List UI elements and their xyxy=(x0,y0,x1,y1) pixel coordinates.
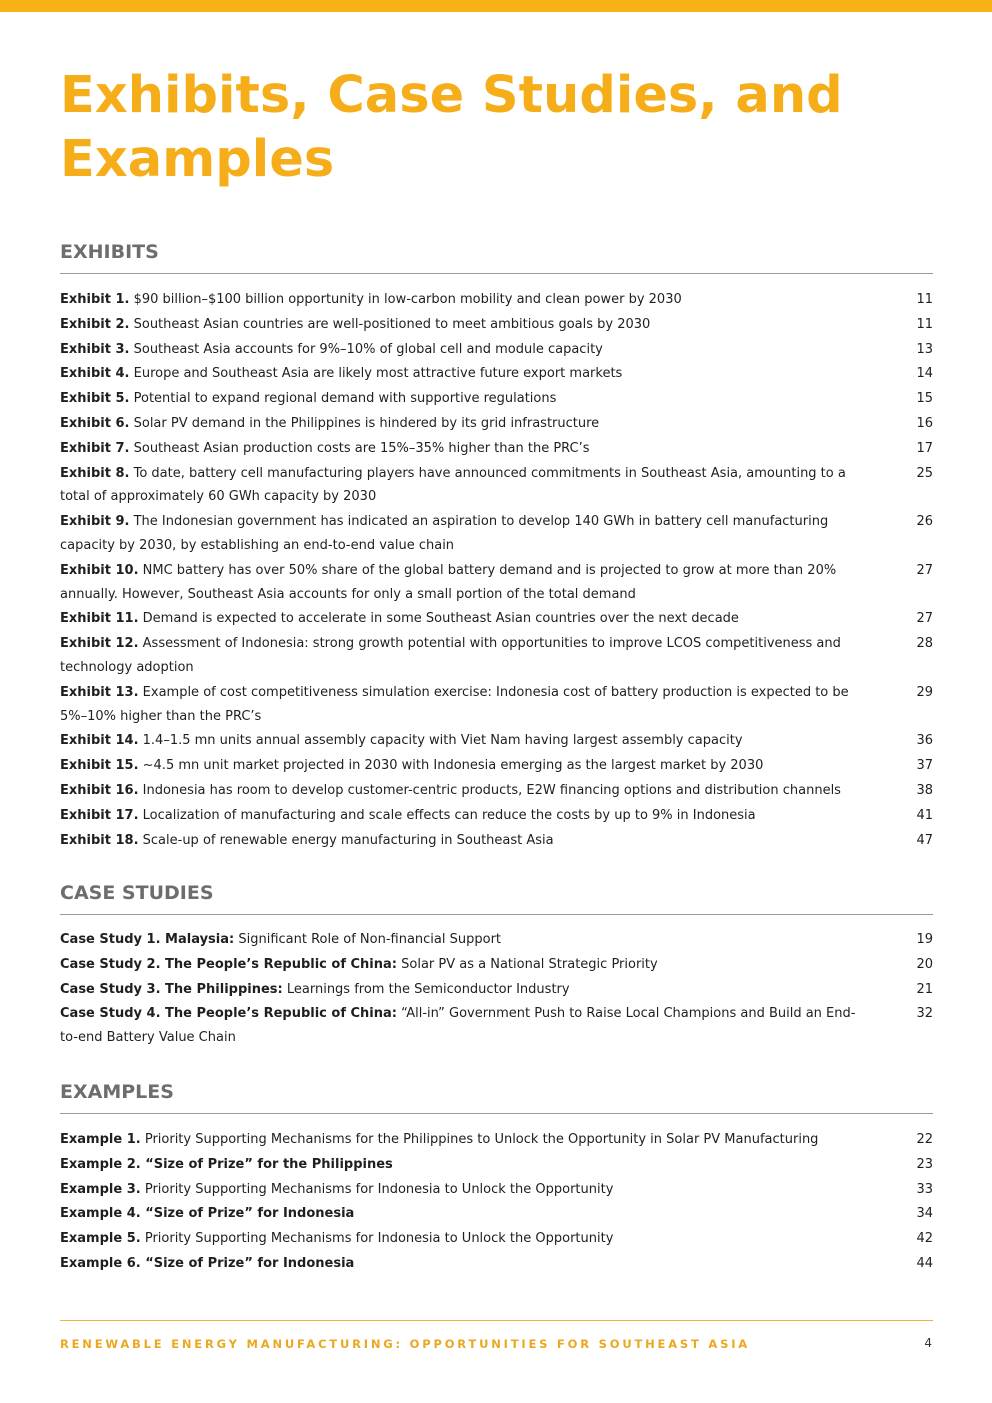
toc-entry[interactable] xyxy=(60,1128,933,1152)
entry-text xyxy=(60,779,933,803)
entry-text xyxy=(60,1178,933,1202)
entry-text xyxy=(60,804,933,828)
entry-description: “All-in” Government Push to Raise Local Champions and Build an End-to-end Battery Value Chain xyxy=(60,1006,856,1046)
entry-page-number: 28 xyxy=(916,636,933,652)
entry-description: Learnings from the Semiconductor Industry xyxy=(286,981,570,997)
entry-page-number: 44 xyxy=(916,1255,933,1271)
examples-heading: EXAMPLES xyxy=(60,1080,933,1114)
entry-label: Exhibit 14. xyxy=(60,733,139,749)
entry-label: Example 3. xyxy=(60,1181,141,1197)
entry-page-number: 13 xyxy=(916,341,933,357)
footer-title: RENEWABLE ENERGY MANUFACTURING: OPPORTUNITIES FOR SOUTHEAST ASIA xyxy=(60,1337,750,1351)
entry-text xyxy=(60,437,933,461)
toc-entry[interactable] xyxy=(60,779,933,803)
toc-entry[interactable] xyxy=(60,437,933,461)
case-studies-section xyxy=(60,881,933,1051)
entry-description: Southeast Asian countries are well-positioned to meet ambitious goals by 2030 xyxy=(133,316,651,332)
entry-page-number: 16 xyxy=(916,415,933,431)
entry-label: Exhibit 15. xyxy=(60,758,139,774)
page-title: Exhibits, Case Studies, and Examples xyxy=(60,66,843,189)
toc-entry[interactable] xyxy=(60,288,933,312)
entry-label: Exhibit 4. xyxy=(60,366,130,382)
entry-text xyxy=(60,632,933,680)
entry-text xyxy=(60,1227,933,1251)
entry-text xyxy=(60,754,933,778)
entry-description: Europe and Southeast Asia are likely most attractive future export markets xyxy=(133,366,623,382)
entry-page-number: 42 xyxy=(916,1231,933,1247)
entry-page-number: 32 xyxy=(916,1006,933,1022)
entry-label: Exhibit 8. xyxy=(60,465,130,481)
entry-label: Example 4. “Size of Prize” for Indonesia xyxy=(60,1206,355,1222)
toc-entry[interactable] xyxy=(60,928,933,952)
entry-page-number: 21 xyxy=(916,981,933,997)
entry-description: Southeast Asia accounts for 9%–10% of global cell and module capacity xyxy=(133,341,603,357)
entry-label: Example 1. xyxy=(60,1132,141,1147)
entry-description: Localization of manufacturing and scale effects can reduce the costs by up to 9% in Indonesia xyxy=(142,807,756,823)
entry-description: Southeast Asian production costs are 15%–35% higher than the PRC’s xyxy=(133,440,590,456)
entry-description: The Indonesian government has indicated an aspiration to develop 140 GWh in battery cell manufacturing capacity by 2030, by establishing an end-to-end value chain xyxy=(60,514,829,553)
toc-entry[interactable] xyxy=(60,754,933,778)
entry-page-number: 14 xyxy=(916,366,933,382)
case-studies-heading: CASE STUDIES xyxy=(60,881,933,915)
entry-text xyxy=(60,288,933,312)
toc-entry[interactable] xyxy=(60,829,933,853)
toc-entry[interactable] xyxy=(60,412,933,436)
entry-text xyxy=(60,953,933,977)
entry-description: Assessment of Indonesia: strong growth potential with opportunities to improve LCOS competitiveness and technology adoption xyxy=(60,636,841,675)
entry-page-number: 15 xyxy=(916,391,933,407)
entry-label: Exhibit 18. xyxy=(60,832,139,848)
entry-label: Exhibit 7. xyxy=(60,440,130,456)
toc-entry[interactable] xyxy=(60,1252,933,1276)
footer-page-number: 4 xyxy=(924,1336,932,1350)
entry-text xyxy=(60,387,933,411)
entry-label: Case Study 4. The People’s Republic of China: xyxy=(60,1006,397,1022)
entry-description: Significant Role of Non-financial Support xyxy=(238,932,502,947)
footer-divider xyxy=(60,1320,933,1321)
entry-page-number: 11 xyxy=(916,292,933,307)
entry-text xyxy=(60,559,933,607)
toc-entry[interactable] xyxy=(60,607,933,631)
entry-label: Case Study 2. The People’s Republic of China: xyxy=(60,956,397,972)
entry-page-number: 17 xyxy=(916,440,933,456)
entry-text xyxy=(60,1002,933,1050)
entry-label: Exhibit 5. xyxy=(60,391,130,407)
exhibits-list xyxy=(60,288,933,852)
exhibits-heading: EXHIBITS xyxy=(60,240,933,274)
entry-label: Exhibit 1. xyxy=(60,292,130,307)
entry-page-number: 37 xyxy=(916,758,933,774)
entry-description: Solar PV as a National Strategic Priority xyxy=(401,956,658,972)
entry-description: Solar PV demand in the Philippines is hindered by its grid infrastructure xyxy=(133,415,600,431)
toc-entry[interactable] xyxy=(60,632,933,680)
entry-label: Exhibit 17. xyxy=(60,807,139,823)
toc-entry[interactable] xyxy=(60,729,933,753)
entry-description: Priority Supporting Mechanisms for Indonesia to Unlock the Opportunity xyxy=(144,1181,614,1197)
entry-label: Exhibit 2. xyxy=(60,316,130,332)
entry-page-number: 11 xyxy=(916,316,933,332)
entry-page-number: 29 xyxy=(916,684,933,700)
entry-text xyxy=(60,729,933,753)
examples-section xyxy=(60,1080,933,1277)
entry-description: $90 billion–$100 billion opportunity in low-carbon mobility and clean power by 2030 xyxy=(133,292,682,307)
toc-entry[interactable] xyxy=(60,510,933,558)
entry-page-number: 22 xyxy=(916,1132,933,1147)
entry-label: Exhibit 6. xyxy=(60,415,130,431)
entry-page-number: 36 xyxy=(916,733,933,749)
entry-label: Case Study 3. The Philippines: xyxy=(60,981,283,997)
entry-description: Potential to expand regional demand with supportive regulations xyxy=(133,391,557,407)
entry-description: Priority Supporting Mechanisms for Indonesia to Unlock the Opportunity xyxy=(144,1231,614,1247)
entry-label: Case Study 1. Malaysia: xyxy=(60,932,235,947)
entry-page-number: 27 xyxy=(916,562,933,578)
entry-page-number: 20 xyxy=(916,956,933,972)
entry-label: Exhibit 9. xyxy=(60,514,130,530)
entry-label: Exhibit 10. xyxy=(60,562,139,578)
entry-page-number: 41 xyxy=(916,807,933,823)
toc-entry[interactable] xyxy=(60,978,933,1002)
entry-page-number: 38 xyxy=(916,782,933,798)
toc-entry[interactable] xyxy=(60,953,933,977)
toc-entry[interactable] xyxy=(60,1153,933,1177)
toc-entry[interactable] xyxy=(60,338,933,362)
examples-list xyxy=(60,1128,933,1276)
toc-entry[interactable] xyxy=(60,1202,933,1226)
top-accent-bar xyxy=(0,0,992,12)
entry-text xyxy=(60,928,933,952)
toc-entry[interactable] xyxy=(60,559,933,607)
entry-description: To date, battery cell manufacturing players have announced commitments in Southeast Asia, amounting to a total of approximately 60 GWh capacity by 2030 xyxy=(60,465,846,505)
exhibits-section xyxy=(60,240,933,853)
entry-text xyxy=(60,829,933,853)
toc-entry[interactable] xyxy=(60,1178,933,1202)
entry-text xyxy=(60,607,933,631)
toc-entry[interactable] xyxy=(60,313,933,337)
entry-text xyxy=(60,1252,933,1276)
entry-label: Exhibit 3. xyxy=(60,341,130,357)
entry-text xyxy=(60,338,933,362)
entry-label: Exhibit 16. xyxy=(60,782,139,798)
entry-page-number: 19 xyxy=(916,932,933,947)
entry-description: Demand is expected to accelerate in some Southeast Asian countries over the next decade xyxy=(142,611,739,627)
toc-entry[interactable] xyxy=(60,1002,933,1050)
toc-entry[interactable] xyxy=(60,1227,933,1251)
entry-text xyxy=(60,412,933,436)
entry-text xyxy=(60,1153,933,1177)
entry-page-number: 47 xyxy=(916,832,933,848)
toc-entry[interactable] xyxy=(60,362,933,386)
entry-description: Scale-up of renewable energy manufacturing in Southeast Asia xyxy=(142,832,554,848)
entry-label: Exhibit 12. xyxy=(60,636,139,652)
entry-description: 1.4–1.5 mn units annual assembly capacity with Viet Nam having largest assembly capacity xyxy=(142,733,743,749)
entry-text xyxy=(60,978,933,1002)
entry-description: NMC battery has over 50% share of the global battery demand and is projected to grow at more than 20% annually. However, Southeast Asia accounts for only a small portion of the total demand xyxy=(60,562,837,602)
entry-page-number: 33 xyxy=(916,1181,933,1197)
entry-page-number: 34 xyxy=(916,1206,933,1222)
entry-text xyxy=(60,362,933,386)
entry-description: Priority Supporting Mechanisms for the Philippines to Unlock the Opportunity in Solar PV Manufacturing xyxy=(144,1132,819,1147)
entry-label: Example 5. xyxy=(60,1231,141,1247)
entry-label: Example 2. “Size of Prize” for the Philippines xyxy=(60,1156,393,1172)
entry-page-number: 26 xyxy=(916,514,933,530)
entry-page-number: 23 xyxy=(916,1156,933,1172)
entry-description: Example of cost competitiveness simulation exercise: Indonesia cost of battery production is expected to be 5%–10% higher than the PRC’s xyxy=(60,684,849,724)
entry-text xyxy=(60,681,933,729)
toc-entry[interactable] xyxy=(60,681,933,729)
entry-page-number: 27 xyxy=(916,611,933,627)
toc-entry[interactable] xyxy=(60,462,933,510)
entry-text xyxy=(60,1128,933,1152)
entry-label: Example 6. “Size of Prize” for Indonesia xyxy=(60,1255,355,1271)
entry-text xyxy=(60,313,933,337)
entry-text xyxy=(60,1202,933,1226)
entry-description: ~4.5 mn unit market projected in 2030 with Indonesia emerging as the largest market by 2030 xyxy=(142,758,764,774)
toc-entry[interactable] xyxy=(60,387,933,411)
entry-description: Indonesia has room to develop customer-centric products, E2W financing options and distribution channels xyxy=(142,782,841,798)
case-studies-list xyxy=(60,928,933,1050)
entry-text xyxy=(60,510,933,558)
entry-page-number: 25 xyxy=(916,465,933,481)
entry-label: Exhibit 13. xyxy=(60,684,139,700)
entry-text xyxy=(60,462,933,510)
entry-label: Exhibit 11. xyxy=(60,611,139,627)
toc-entry[interactable] xyxy=(60,804,933,828)
